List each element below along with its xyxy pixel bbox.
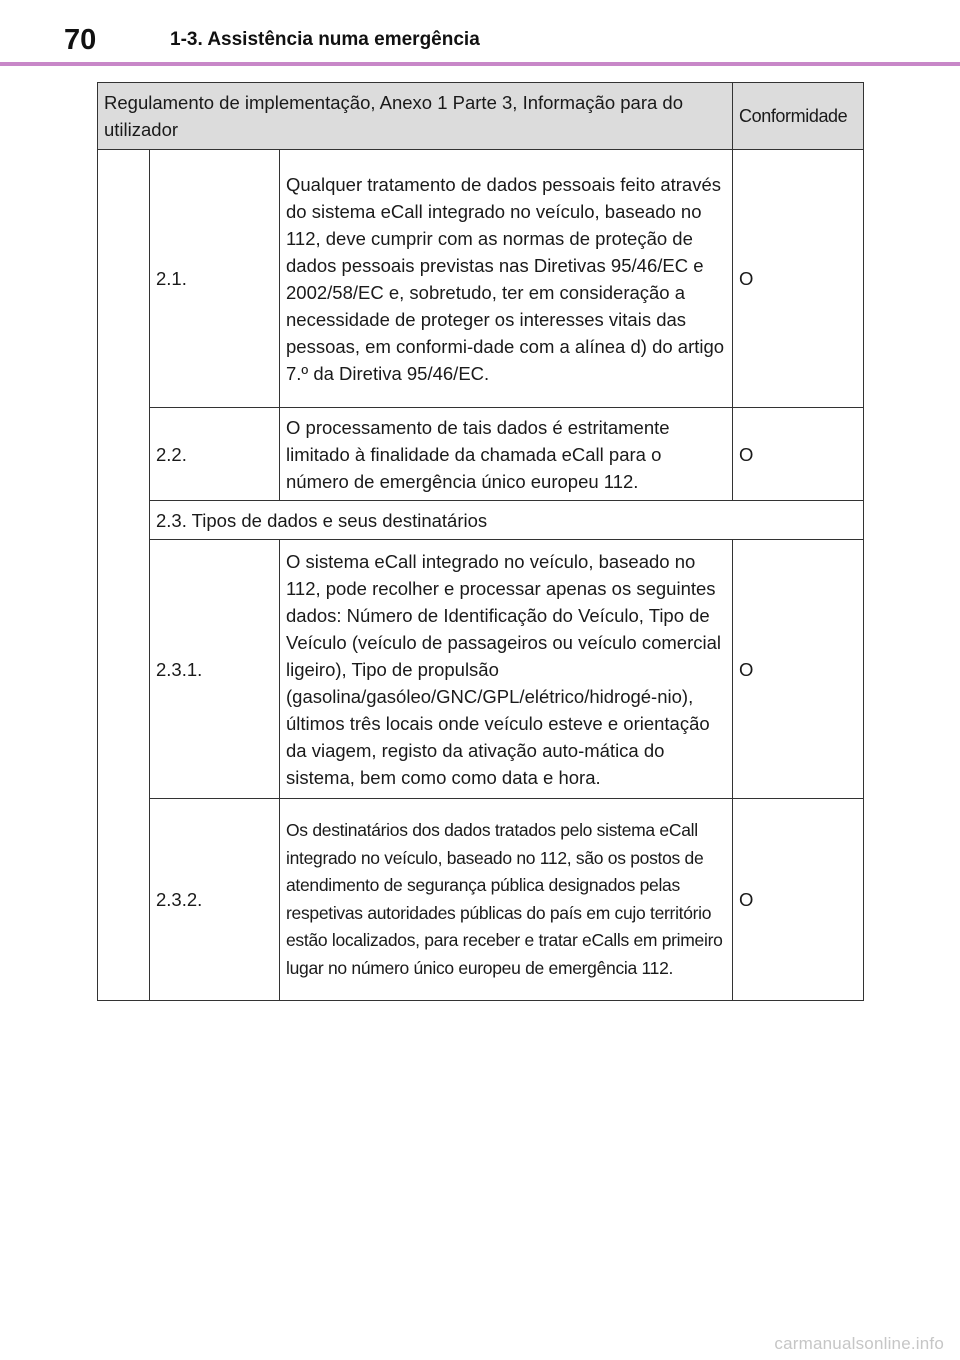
table-row [98, 150, 864, 408]
clause-text: O sistema eCall integrado no veículo, baseado no 112, pode recolher e processar apenas os seguintes dados: Número de Identificação do Veículo, Tipo de Veículo (veículo de passageiros ou veículo comercial ligeiro), Tipo de propulsão (gasolina/gasóleo/GNC/GPL/elétrico/hidrogé-nio), últimos três locais onde veículo esteve e orientação da viagem, registo da ativação auto-mática do sistema, bem como como data e hora. [280, 540, 733, 799]
clause-text: Os destinatários dos dados tratados pelo sistema eCall integrado no veículo, baseado no 112, são os postos de atendimento de segurança pública designados pelas respetivas autoridades públicas do país em cujo território estão localizados, para receber e tratar eCalls em primeiro lugar no número único europeu de emergência 112. [280, 799, 733, 1001]
clause-number: 2.2. [150, 408, 280, 501]
clause-number: 2.1. [150, 150, 280, 408]
table-row [98, 540, 864, 799]
header-divider [0, 62, 960, 66]
table-header-row [98, 83, 864, 150]
section-title: 1-3. Assistência numa emergência [170, 29, 480, 50]
conformity-mark: O [733, 150, 864, 408]
clause-number: 2.3.2. [150, 799, 280, 1001]
subheading-cell: 2.3. Tipos de dados e seus destinatários [150, 501, 864, 540]
regulation-column-header: Regulamento de implementação, Anexo 1 Parte 3, Informação para do utilizador [98, 83, 733, 150]
table-subheading-row [98, 501, 864, 540]
page-number: 70 [64, 24, 97, 56]
conformity-mark: O [733, 799, 864, 1001]
clause-text: Qualquer tratamento de dados pessoais feito através do sistema eCall integrado no veículo, baseado no 112, deve cumprir com as normas de proteção de dados pessoais previstas nas Diretivas 95/46/EC e 2002/58/EC e, sobretudo, ter em consideração a necessidade de proteger os interesses vitais das pessoas, em conformi-dade com a alínea d) do artigo 7.º da Diretiva 95/46/EC. [280, 150, 733, 408]
conformity-mark: O [733, 408, 864, 501]
watermark: carmanualsonline.info [774, 1334, 944, 1353]
page-header [0, 0, 960, 68]
conformity-mark: O [733, 540, 864, 799]
clause-text: O processamento de tais dados é estritamente limitado à finalidade da chamada eCall para o número de emergência único europeu 112. [280, 408, 733, 501]
indent-cell [98, 150, 150, 1001]
table-row [98, 408, 864, 501]
conformity-column-header: Conformidade [733, 83, 864, 150]
clause-number: 2.3.1. [150, 540, 280, 799]
table-row [98, 799, 864, 1001]
regulation-table [97, 82, 864, 1001]
